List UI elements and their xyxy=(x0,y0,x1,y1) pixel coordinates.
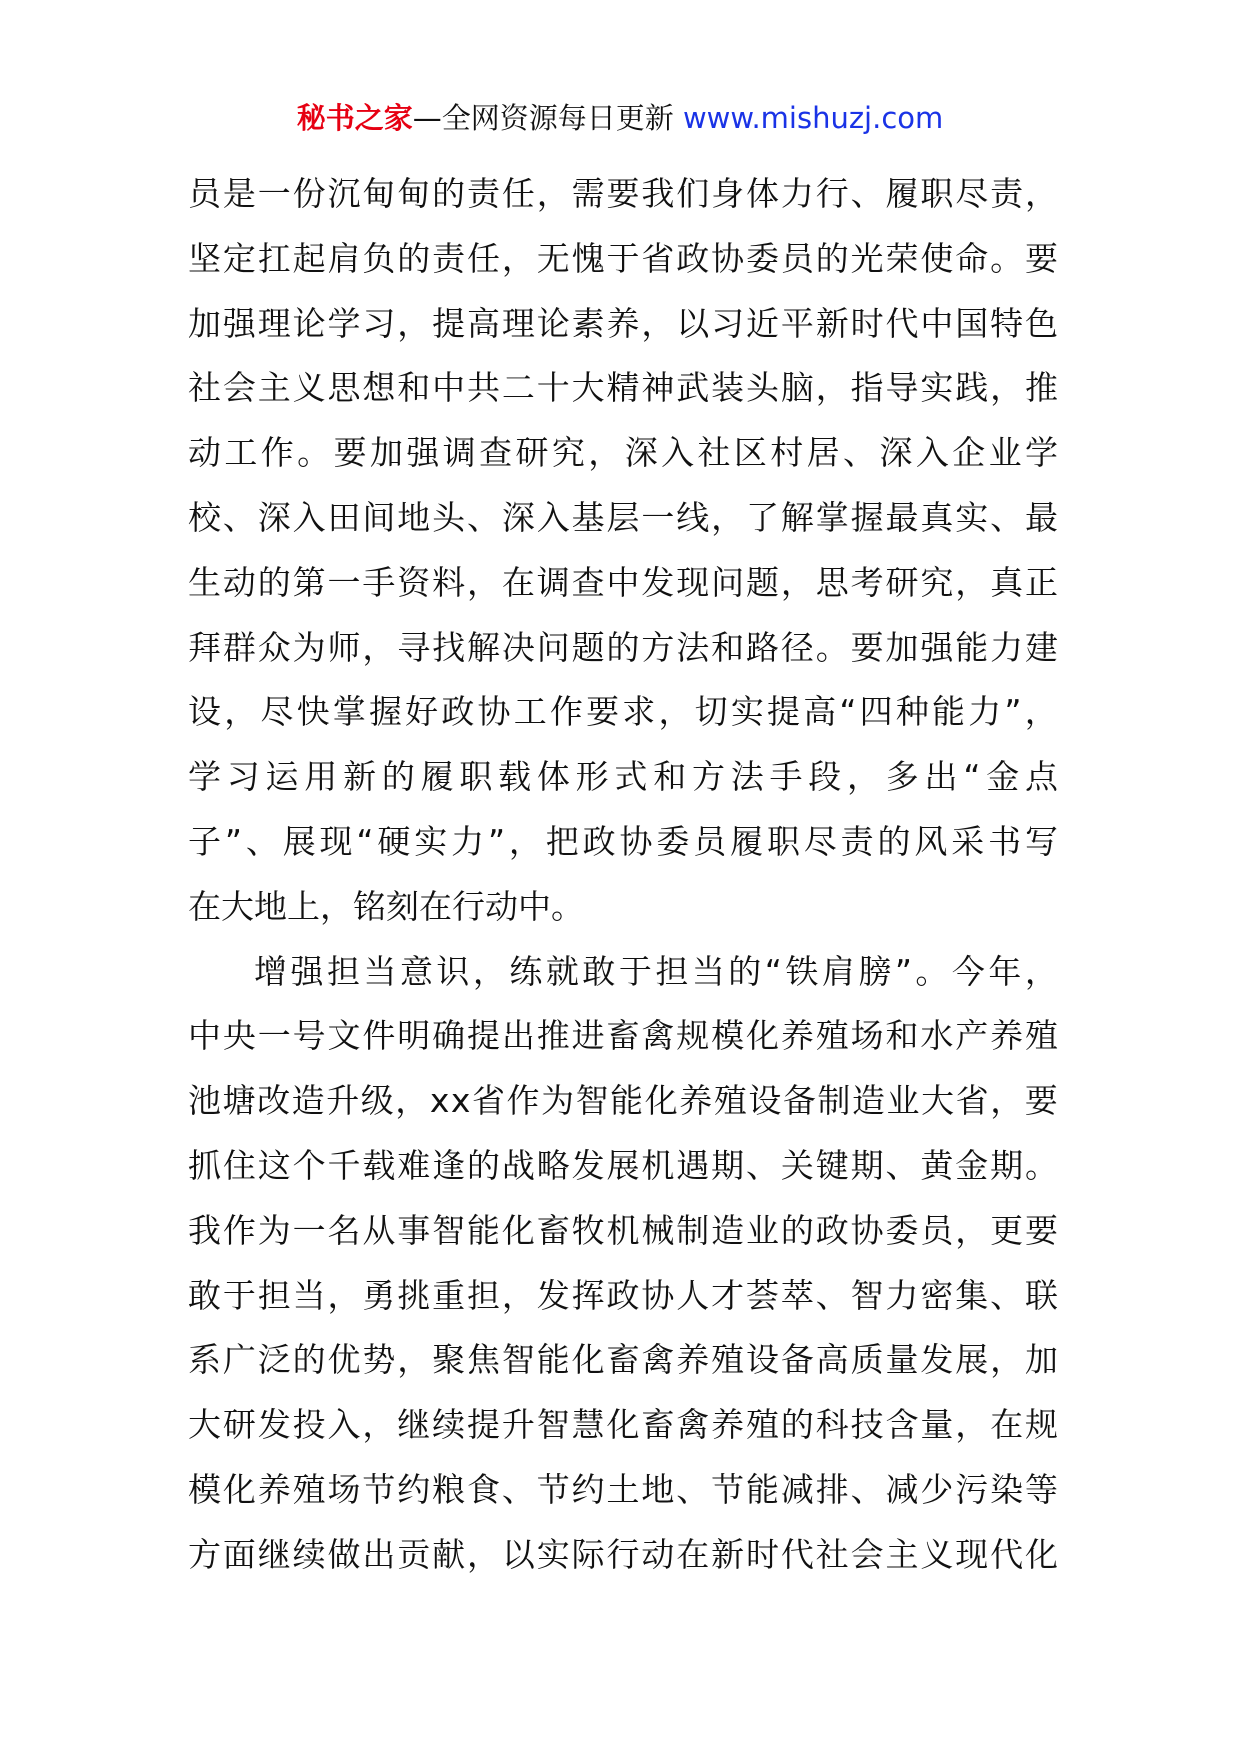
text-line: 校 、 深 入 田 间 地 头 、 深 入 基 层 一 线 ， 了 解 掌 握 最 真 实 、 最 xyxy=(188,497,1058,537)
brand-name: 秘书之家 xyxy=(296,101,413,135)
text-line: 池 塘 改 造 升 级 ， x x 省 作 为 智 能 化 养 殖 设 备 制 造 业 大 省 ， 要 xyxy=(188,1081,1058,1121)
paragraph-first-line: 增 强 担 当 意 识 ， 练 就 敢 于 担 当 的 “ 铁 肩 膀 ” 。 今 年 ， xyxy=(254,951,1058,991)
text-line: 敢 于 担 当 ， 勇 挑 重 担 ， 发 挥 政 协 人 才 荟 萃 、 智 力 密 集 、 联 xyxy=(188,1275,1058,1315)
text-line: 方 面 继 续 做 出 贡 献 ， 以 实 际 行 动 在 新 时 代 社 会 主 义 现 代 化 xyxy=(188,1534,1058,1574)
paragraph-end-line: 在大地上，铭刻在行动中。 xyxy=(188,886,584,926)
site-url-link[interactable]: www.mishuzj.com xyxy=(682,101,944,135)
text-line: 坚 定 扛 起 肩 负 的 责 任 ， 无 愧 于 省 政 协 委 员 的 光 荣 使 命 。 要 xyxy=(188,238,1058,278)
text-line: 中 央 一 号 文 件 明 确 提 出 推 进 畜 禽 规 模 化 养 殖 场 和 水 产 养 殖 xyxy=(188,1016,1058,1056)
text-line: 社 会 主 义 思 想 和 中 共 二 十 大 精 神 武 装 头 脑 ， 指 导 实 践 ， 推 xyxy=(188,368,1058,408)
text-line: 我 作 为 一 名 从 事 智 能 化 畜 牧 机 械 制 造 业 的 政 协 委 员 ， 更 要 xyxy=(188,1210,1058,1250)
text-line: 子 ” 、 展 现 “ 硬 实 力 ” ， 把 政 协 委 员 履 职 尽 责 的 风 采 书 写 xyxy=(188,821,1058,861)
text-line: 加 强 理 论 学 习 ， 提 高 理 论 素 养 ， 以 习 近 平 新 时 代 中 国 特 色 xyxy=(188,303,1058,343)
site-header xyxy=(0,98,1240,138)
text-line: 大 研 发 投 入 ， 继 续 提 升 智 慧 化 畜 禽 养 殖 的 科 技 含 量 ， 在 规 xyxy=(188,1405,1058,1445)
text-line: 设 ， 尽 快 掌 握 好 政 协 工 作 要 求 ， 切 实 提 高 “ 四 种 能 力 ” ， xyxy=(188,692,1058,732)
text-line: 拜 群 众 为 师 ， 寻 找 解 决 问 题 的 方 法 和 路 径 。 要 加 强 能 力 建 xyxy=(188,627,1058,667)
text-line: 模 化 养 殖 场 节 约 粮 食 、 节 约 土 地 、 节 能 减 排 、 减 少 污 染 等 xyxy=(188,1469,1058,1509)
text-line: 动 工 作 。 要 加 强 调 查 研 究 ， 深 入 社 区 村 居 、 深 入 企 业 学 xyxy=(188,433,1058,473)
text-line: 员 是 一 份 沉 甸 甸 的 责 任 ， 需 要 我 们 身 体 力 行 、 履 职 尽 责 ， xyxy=(188,174,1058,213)
text-line: 生 动 的 第 一 手 资 料 ， 在 调 查 中 发 现 问 题 ， 思 考 研 究 ， 真 正 xyxy=(188,562,1058,602)
text-line: 学 习 运 用 新 的 履 职 载 体 形 式 和 方 法 手 段 ， 多 出 “ 金 点 xyxy=(188,757,1058,797)
document-body xyxy=(188,162,1058,1588)
text-line: 抓 住 这 个 千 载 难 逢 的 战 略 发 展 机 遇 期 、 关 键 期 、 黄 金 期 。 xyxy=(188,1145,1058,1185)
text-line: 系 广 泛 的 优 势 ， 聚 焦 智 能 化 畜 禽 养 殖 设 备 高 质 量 发 展 ， 加 xyxy=(188,1340,1058,1380)
header-tagline: —全网资源每日更新 xyxy=(412,101,674,135)
